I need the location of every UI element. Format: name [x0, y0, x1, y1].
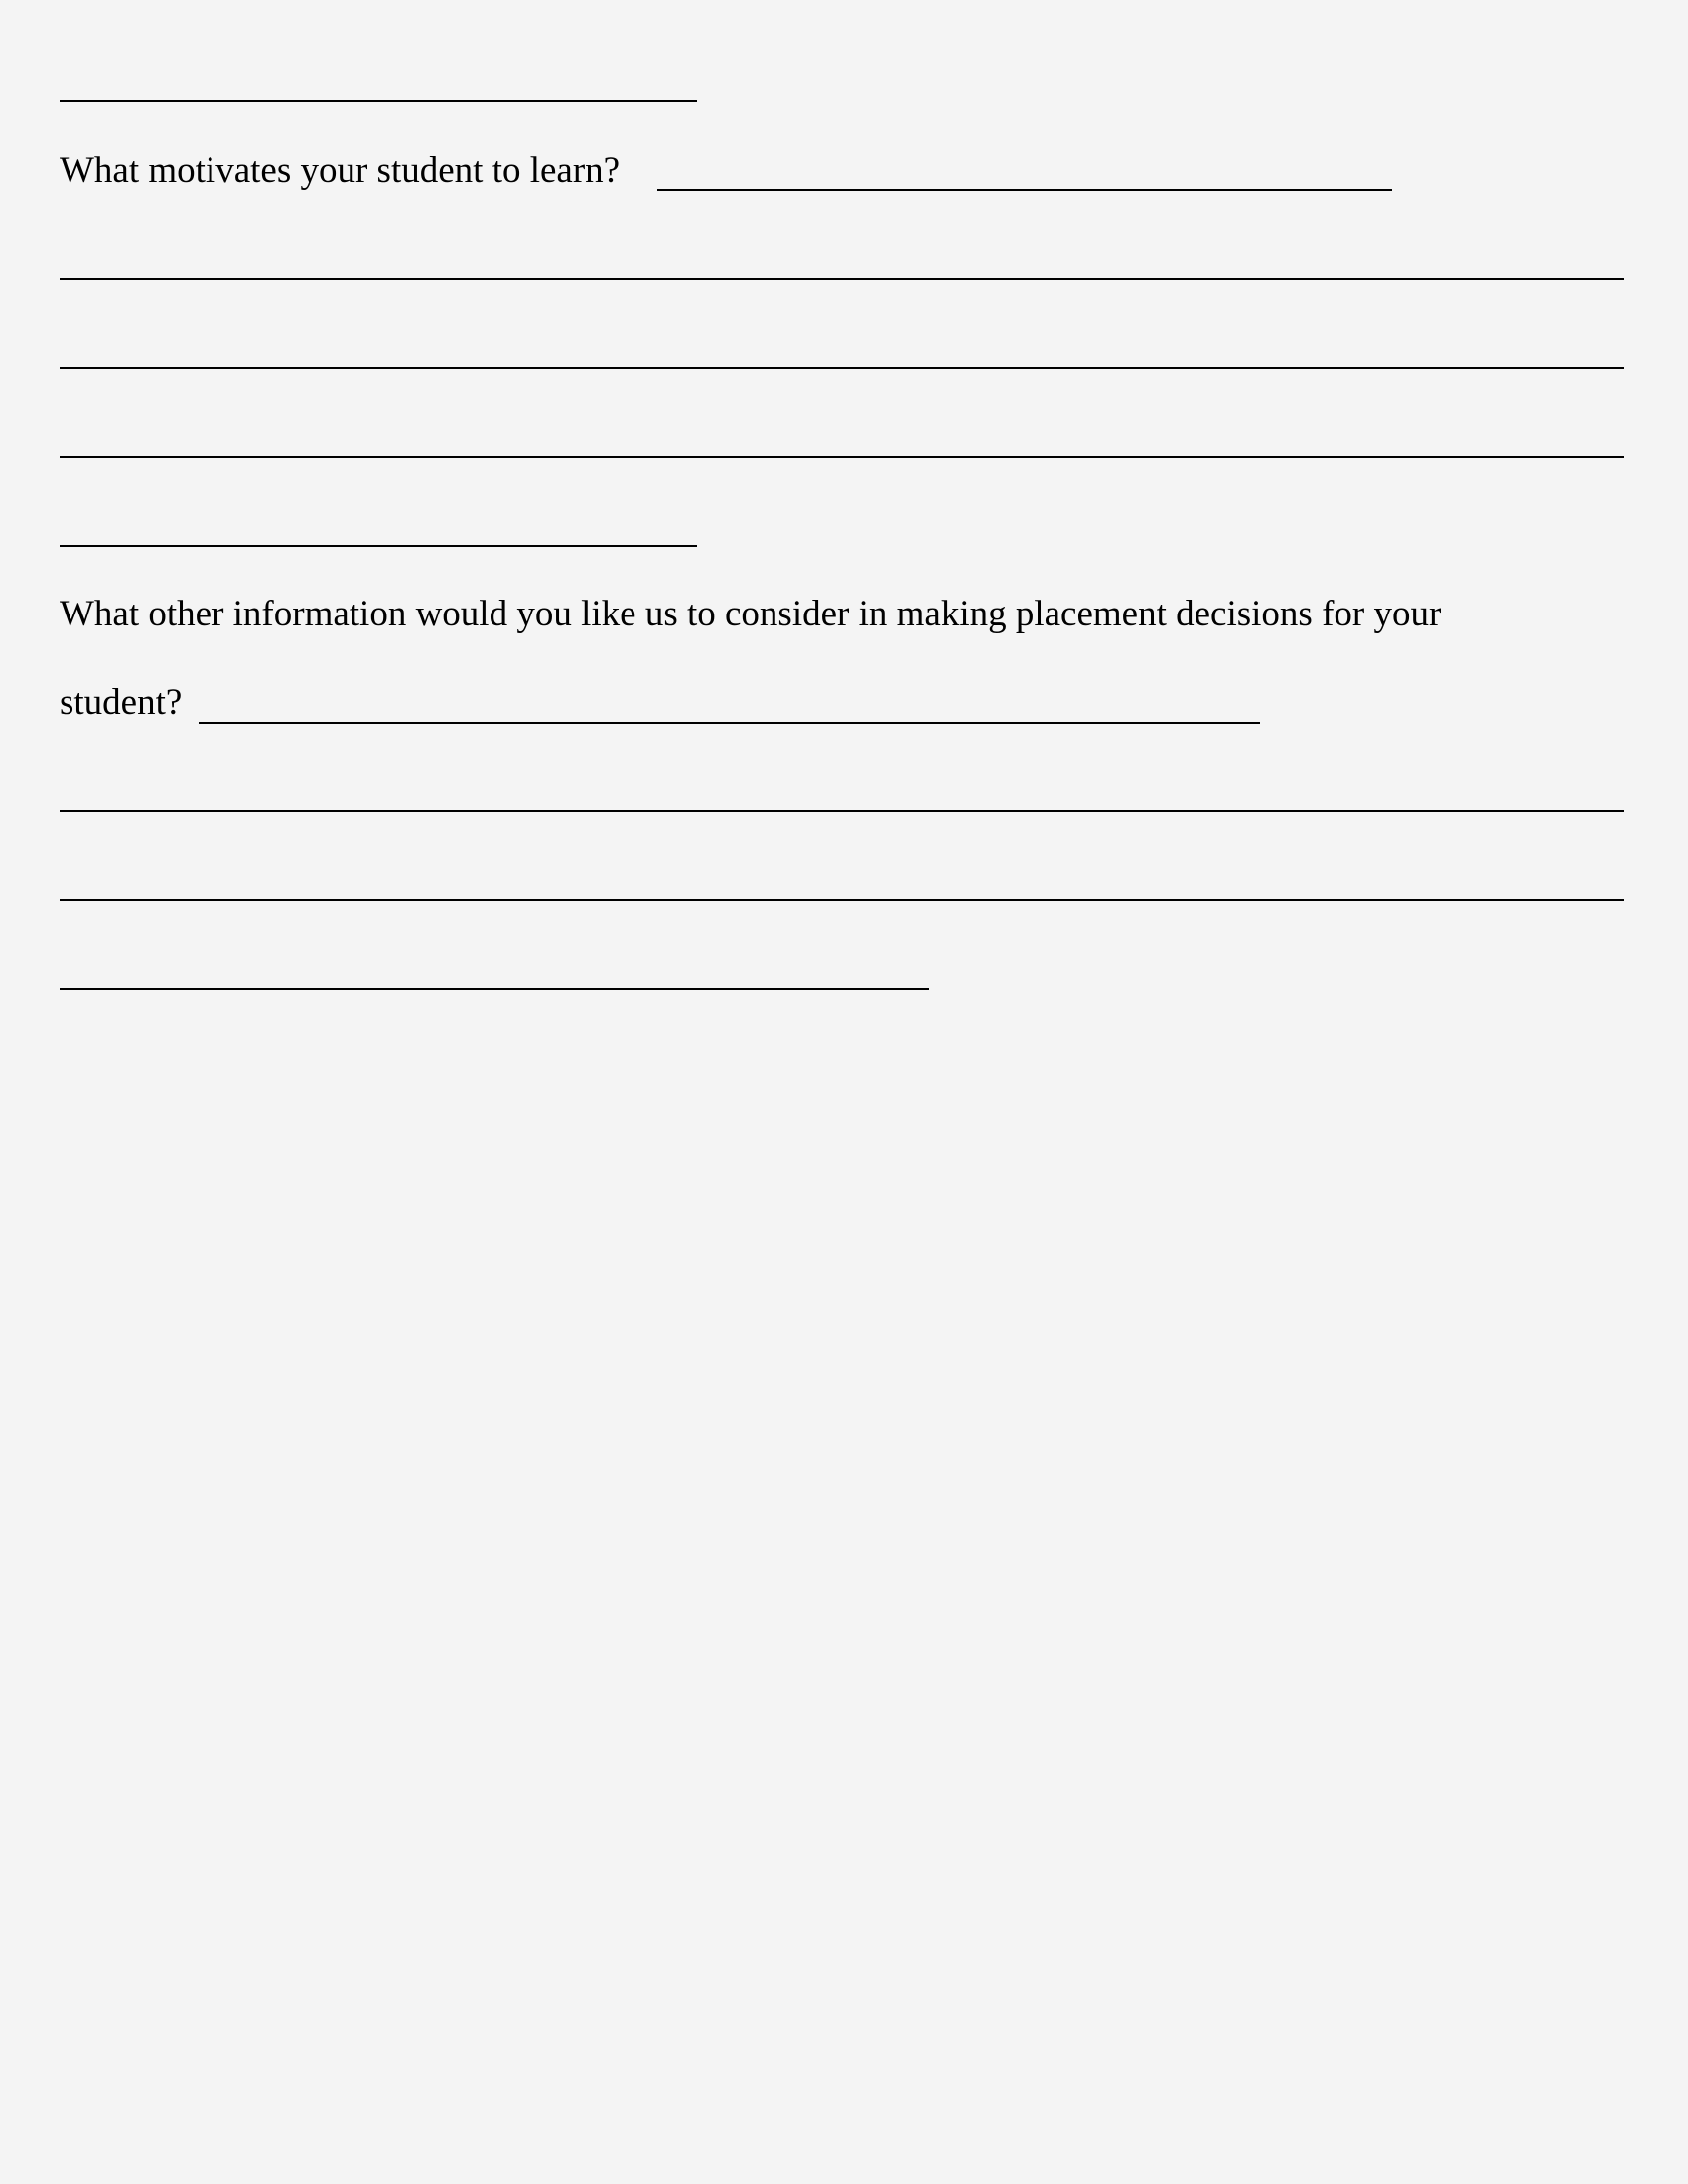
answer-line-motivation-4[interactable] [60, 545, 697, 547]
answer-line-motivation-3[interactable] [60, 456, 1624, 458]
answer-line-motivation-2[interactable] [60, 367, 1624, 369]
question-other-info-label-line2: student? [60, 682, 183, 723]
answer-line-other-info-3[interactable] [60, 988, 929, 990]
answer-line-other-info-1[interactable] [60, 810, 1624, 812]
answer-line-motivation-1[interactable] [60, 278, 1624, 280]
answer-line-other-info-2[interactable] [60, 899, 1624, 901]
question-other-info-label-line1: What other information would you like us to consider in making placement decisions for your [60, 594, 1442, 634]
answer-line-continuation[interactable] [60, 100, 697, 102]
question-motivation-label: What motivates your student to learn? [60, 150, 621, 191]
answer-line-motivation-inline[interactable] [657, 189, 1392, 191]
answer-line-other-info-inline[interactable] [199, 722, 1260, 724]
